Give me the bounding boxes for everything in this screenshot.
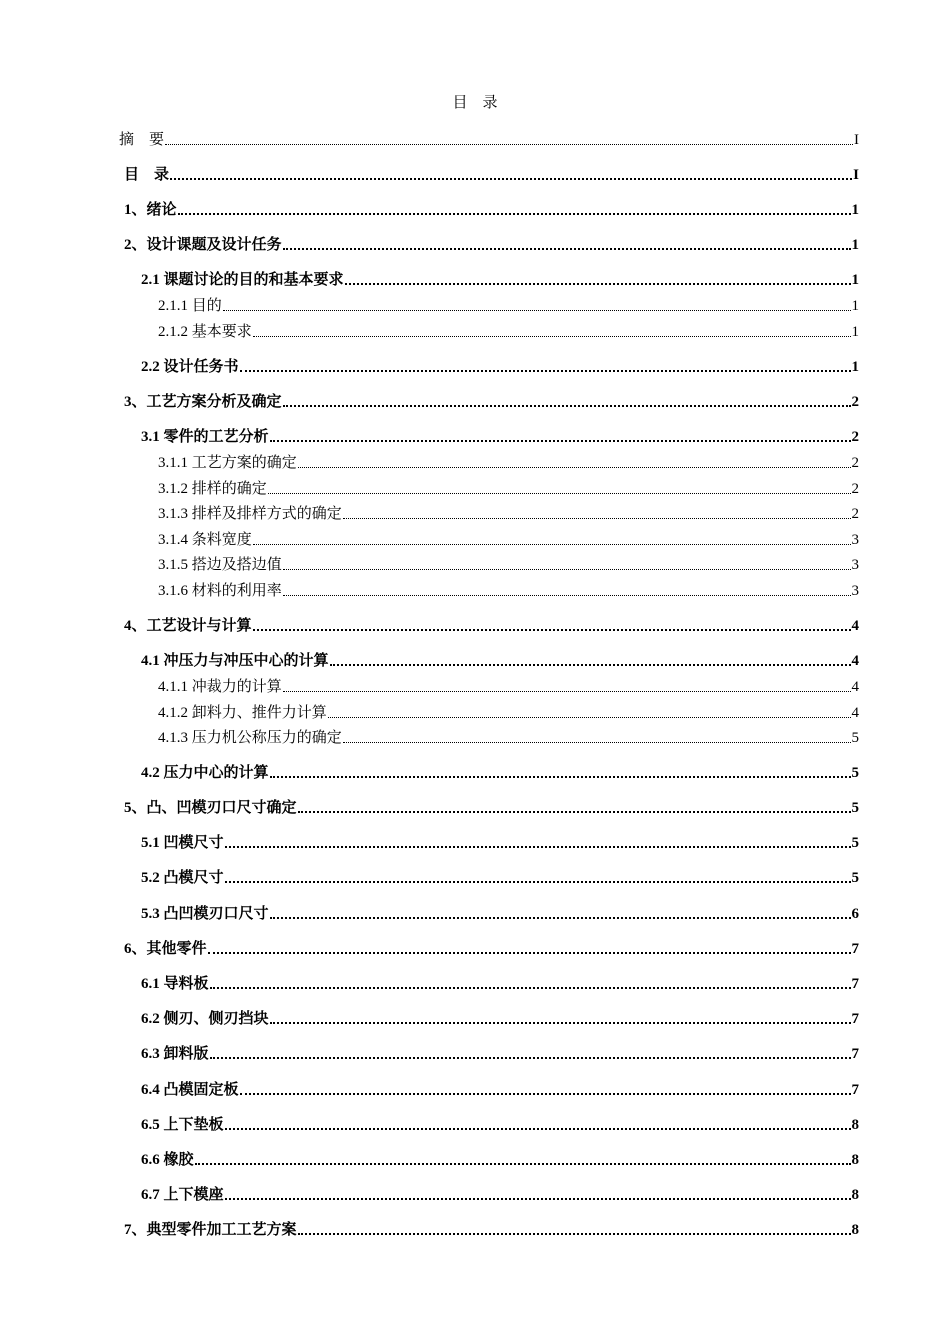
toc-entry-page: 1 [851,237,859,253]
dot-leader [225,845,851,848]
dot-leader [195,1162,851,1165]
dot-leader [283,568,851,570]
toc-entry[interactable] [158,322,859,342]
toc-entry[interactable] [141,357,859,377]
toc-entry-page: 4 [851,705,859,721]
dot-leader [208,951,851,954]
dot-leader [268,492,851,494]
toc-entry[interactable] [158,479,859,499]
dot-leader [210,1056,851,1059]
toc-entry-label: 3.1.5 搭边及搭边值 [158,557,282,573]
toc-entry-label: 目 录 [124,167,170,183]
toc-entry-page: 4 [851,679,859,695]
dot-leader [240,1092,851,1095]
dot-leader [225,1197,851,1200]
toc-entry-label: 6.7 上下模座 [141,1187,224,1203]
toc-entry-page: 7 [851,1082,859,1098]
toc-entry-label: 摘 要 [119,132,165,148]
toc-entry-label: 2.1.2 基本要求 [158,324,252,340]
toc-entry[interactable] [141,270,859,290]
toc-entry[interactable] [141,1044,859,1064]
toc-entry-label: 2、设计课题及设计任务 [124,237,282,253]
toc-entry[interactable] [141,1115,859,1135]
toc-entry-label: 1、绪论 [124,202,177,218]
toc-entry[interactable] [141,1185,859,1205]
toc-entry-page: 1 [851,359,859,375]
dot-leader [165,143,853,145]
toc-entry-label: 6.6 橡胶 [141,1152,194,1168]
toc-entry-page: 5 [851,800,859,816]
toc-entry-page: 2 [851,429,859,445]
toc-entry[interactable] [124,392,859,412]
toc-entry-page: 4 [851,653,859,669]
toc-entry-label: 6.3 卸料版 [141,1046,209,1062]
toc-entry-label: 4、工艺设计与计算 [124,618,252,634]
toc-entry[interactable] [124,939,859,959]
toc-entry-label: 3.1.6 材料的利用率 [158,583,282,599]
toc-entry[interactable] [119,130,859,150]
dot-leader [283,404,851,407]
toc-entry-label: 3、工艺方案分析及确定 [124,394,282,410]
dot-leader [240,369,851,372]
toc-entry[interactable] [141,427,859,447]
toc-entry[interactable] [158,728,859,748]
dot-leader [283,247,851,250]
toc-entry-label: 4.1.1 冲裁力的计算 [158,679,282,695]
toc-entry-label: 2.2 设计任务书 [141,359,239,375]
toc-entry-label: 3.1.2 排样的确定 [158,481,267,497]
toc-entry[interactable] [158,677,859,697]
dot-leader [270,775,851,778]
toc-entry[interactable] [141,904,859,924]
toc-entry[interactable] [141,763,859,783]
toc-entry-label: 4.2 压力中心的计算 [141,765,269,781]
toc-entry[interactable] [124,200,859,220]
toc-entry[interactable] [141,1009,859,1029]
toc-entry-label: 6、其他零件 [124,941,207,957]
toc-entry-label: 2.1.1 目的 [158,298,222,314]
dot-leader [270,439,851,442]
dot-leader [298,1232,851,1235]
toc-entry-page: 8 [851,1117,859,1133]
toc-entry-label: 5、凸、凹模刃口尺寸确定 [124,800,297,816]
toc-entry-label: 3.1 零件的工艺分析 [141,429,269,445]
toc-entry[interactable] [141,868,859,888]
toc-entry[interactable] [141,833,859,853]
dot-leader [178,212,851,215]
toc-entry-label: 6.1 导料板 [141,976,209,992]
toc-entry-label: 6.4 凸模固定板 [141,1082,239,1098]
toc-entry-label: 5.3 凸凹模刃口尺寸 [141,906,269,922]
dot-leader [223,309,851,311]
toc-entry-page: 3 [851,532,859,548]
toc-entry[interactable] [158,581,859,601]
dot-leader [225,1127,851,1130]
toc-entry-page: 7 [851,976,859,992]
toc-entry-label: 5.1 凹模尺寸 [141,835,224,851]
toc-entry[interactable] [124,798,859,818]
dot-leader [170,177,852,180]
toc-entry-page: 3 [851,583,859,599]
toc-entry-page: 8 [851,1152,859,1168]
toc-entry[interactable] [158,555,859,575]
toc-entry[interactable] [141,974,859,994]
toc-entry[interactable] [141,1150,859,1170]
dot-leader [270,1021,851,1024]
toc-entry-page: 5 [851,730,859,746]
toc-entry-label: 4.1.3 压力机公称压力的确定 [158,730,342,746]
toc-entry-page: 2 [851,481,859,497]
dot-leader [328,716,851,718]
toc-entry-label: 4.1 冲压力与冲压中心的计算 [141,653,329,669]
toc-entry[interactable] [158,453,859,473]
toc-entry-page: 4 [851,618,859,634]
toc-entry[interactable] [141,1080,859,1100]
toc-entry-label: 3.1.1 工艺方案的确定 [158,455,297,471]
toc-entry-label: 3.1.3 排样及排样方式的确定 [158,506,342,522]
toc-entry-page: I [853,167,859,183]
toc-entry-page: 5 [851,765,859,781]
toc-entry[interactable] [124,235,859,255]
dot-leader [343,741,851,743]
toc-entry-page: 7 [851,1011,859,1027]
dot-leader [270,916,851,919]
toc-entry-page: 7 [851,1046,859,1062]
dot-leader [298,810,851,813]
toc-entry-page: 1 [851,272,859,288]
toc-entry-page: 5 [851,870,859,886]
dot-leader [330,663,851,666]
toc-entry[interactable] [158,504,859,524]
toc-entry-page: 2 [851,506,859,522]
toc-entry[interactable] [124,1220,859,1240]
toc-entry-label: 5.2 凸模尺寸 [141,870,224,886]
toc-entry-label: 6.5 上下垫板 [141,1117,224,1133]
dot-leader [253,628,851,631]
toc-title: 目 录 [452,95,498,111]
toc-entry-label: 4.1.2 卸料力、推件力计算 [158,705,327,721]
toc-entry[interactable] [158,703,859,723]
toc-entry-page: 1 [851,298,859,314]
toc-entry-page: 1 [851,324,859,340]
toc-entry-page: 8 [851,1222,859,1238]
toc-entry-label: 7、典型零件加工工艺方案 [124,1222,297,1238]
dot-leader [210,986,851,989]
toc-entry[interactable] [124,165,859,185]
toc-entry[interactable] [124,616,859,636]
toc-entry-page: 1 [851,202,859,218]
dot-leader [345,282,851,285]
toc-entry[interactable] [158,530,859,550]
dot-leader [283,594,851,596]
toc-entry[interactable] [141,651,859,671]
toc-entry-page: 3 [851,557,859,573]
toc-entry-page: 2 [851,455,859,471]
dot-leader [298,466,851,468]
toc-entry-label: 2.1 课题讨论的目的和基本要求 [141,272,344,288]
toc-entry-label: 3.1.4 条料宽度 [158,532,252,548]
toc-entry-page: 5 [851,835,859,851]
toc-entry[interactable] [158,296,859,316]
toc-entry-page: I [854,132,859,148]
dot-leader [253,335,851,337]
toc-entry-page: 2 [851,394,859,410]
dot-leader [253,543,851,545]
toc-entry-page: 8 [851,1187,859,1203]
toc-entry-page: 7 [851,941,859,957]
dot-leader [225,880,851,883]
toc-entry-label: 6.2 侧刃、侧刃挡块 [141,1011,269,1027]
toc-entry-page: 6 [851,906,859,922]
dot-leader [283,690,851,692]
dot-leader [343,517,851,519]
